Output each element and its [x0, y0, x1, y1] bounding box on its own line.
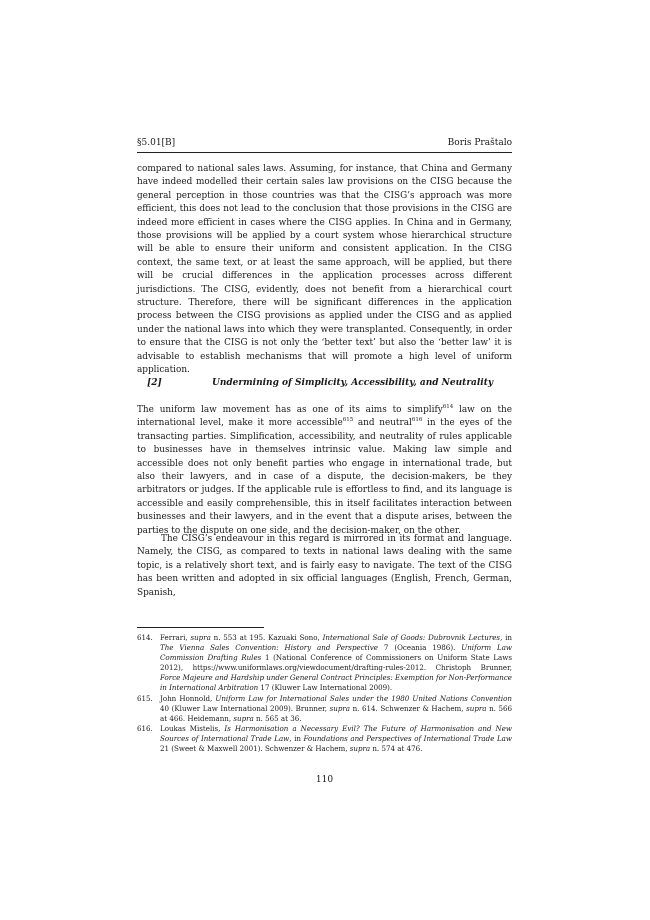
footnote-text: n. 565 at 36.: [253, 713, 302, 723]
footnote-text: Is Harmonisation a Necessary Evil? The Future of Harmonisation and New Sources of International Trade Law: [160, 723, 512, 743]
footnote-text: Ferrari,: [160, 633, 191, 642]
section-heading-number: [2]: [147, 378, 162, 388]
footnote-text: , in: [500, 633, 512, 642]
footnote-text: Uniform Law Commission Drafting Rules: [160, 643, 512, 663]
footnote-614: [137, 633, 512, 694]
footnote-text: John Honnold,: [160, 693, 216, 703]
section-reference: §5.01[B]: [137, 138, 176, 148]
footnote-text: Uniform Law for International Sales under the 1980 United Nations Convention: [215, 693, 512, 703]
footnotes: [137, 633, 512, 754]
paragraph-2-text-2: law on the international level, make it more accessible: [137, 405, 512, 429]
footnote-text: 7 (Oceania 1986).: [378, 643, 462, 653]
footnote-text: n. 614. Schwenzer & Hachem,: [349, 703, 467, 713]
footnote-text: The Vienna Sales Convention: History and Perspective: [160, 643, 378, 653]
body-paragraph-3: The CISG’s endeavour in this regard is mirrored in its format and language. Namely, the CISG, as compared to texts in national laws dealing with the same topic, is a relatively short text, and is fairly easy to navigate. The text of the CISG has been written and adopted in six official languages (English, French, German, Spanish,: [137, 534, 512, 598]
footnote-text: Loukas Mistelis,: [160, 723, 225, 733]
body-paragraph-1: compared to national sales laws. Assuming, for instance, that China and Germany have indeed modelled their certain sales law provisions on the CISG because the general perception in those countries was that the CISG’s approach was more efficient, this does not lead to the conclusion that those provisions in the CISG are indeed more efficient in cases where the CISG applies. In China and in Germany, those provisions will be applied by a court system whose hierarchical structure will be able to ensure their uniform and consistent application. In the CISG context, the same text, or at least the same approach, will be applied, but there will be crucial differences in the application processes across different jurisdictions. The CISG, evidently, does not benefit from a hierarchical court structure. Therefore, there will be significant differences in the application process between the CISG provisions as applied under the CISG and as applied under the national laws into which they were transplanted. Consequently, in order to ensure that the CISG is not only the ‘better text’ but also the ‘better law’ it is advisable to establish mechanisms that will promote a high level of uniform application.: [137, 164, 512, 376]
section-heading-title: Undermining of Simplicity, Accessibility, and Neutrality: [212, 378, 494, 388]
footnote-text: , in: [289, 733, 304, 743]
paragraph-2-text-4: in the eyes of the transacting parties. Simplification, accessibility, and neutrality of rules applicable to businesses have in themselves intrinsic value. Making law simple and accessible does not only benefit parties who engage in international trade, but also their lawyers, and in case of a dispute, the decision-makers, be they arbitrators or judges. If the applicable rule is effortless to find, and its language is accessible and easily comprehensible, this in itself facilitates interaction between businesses and their lawyers, and in the event that a dispute arises, between the parties to the dispute on one side, and the decision-maker, on the other.: [137, 418, 512, 536]
header-rule: [137, 152, 512, 153]
footnote-text: n. 566 at 466. Heidemann,: [160, 703, 513, 723]
footnote-ref-614[interactable]: 614: [442, 404, 454, 410]
footnote-separator: [137, 627, 264, 628]
footnote-number: 614.: [137, 633, 153, 642]
author-name: Boris Praštalo: [447, 138, 512, 148]
footnote-616: [137, 724, 512, 754]
paragraph-2-text-1: The uniform law movement has as one of its aims to simplify: [137, 405, 443, 415]
footnote-text: 40 (Kluwer Law International 2009). Brunner,: [160, 703, 330, 713]
footnote-text: supra: [349, 744, 371, 754]
footnote-text: supra: [233, 713, 254, 723]
footnote-text: n. 574 at 476.: [370, 744, 423, 754]
footnote-text: supra: [329, 703, 350, 713]
body-paragraph-2: [137, 404, 512, 538]
footnote-text: 1 (National Conference of Commissioners on Uniform State Laws 2012), https://www.uniformlaws.org/viewdocument/drafting-rules-2012. Christoph Brunner,: [160, 653, 512, 673]
footnote-text: n. 553 at 195. Kazuaki Sono,: [210, 633, 323, 642]
footnote-text: supra: [190, 633, 211, 642]
footnote-number: 615.: [137, 693, 153, 703]
footnote-ref-616[interactable]: 616: [411, 417, 423, 424]
footnote-text: 21 (Sweet & Maxwell 2001). Schwenzer & Hachem,: [160, 744, 350, 754]
footnote-text: 17 (Kluwer Law International 2009).: [258, 683, 393, 693]
running-header: [137, 138, 512, 153]
footnote-number: 616.: [137, 723, 153, 733]
footnote-615: [137, 694, 512, 724]
paragraph-2-text-3: and neutral: [353, 418, 412, 429]
page-number: 110: [315, 775, 334, 785]
footnote-text: International Sale of Goods: Dubrovnik Lectures: [322, 633, 501, 642]
footnote-text: Foundations and Perspectives of International Trade Law: [303, 733, 512, 743]
footnote-text: supra: [466, 703, 487, 713]
footnote-ref-615[interactable]: 615: [342, 417, 354, 424]
footnote-text: Force Majeure and Hardship under General Contract Principles: Exemption for Non-Performance in International Arbitration: [160, 673, 512, 693]
